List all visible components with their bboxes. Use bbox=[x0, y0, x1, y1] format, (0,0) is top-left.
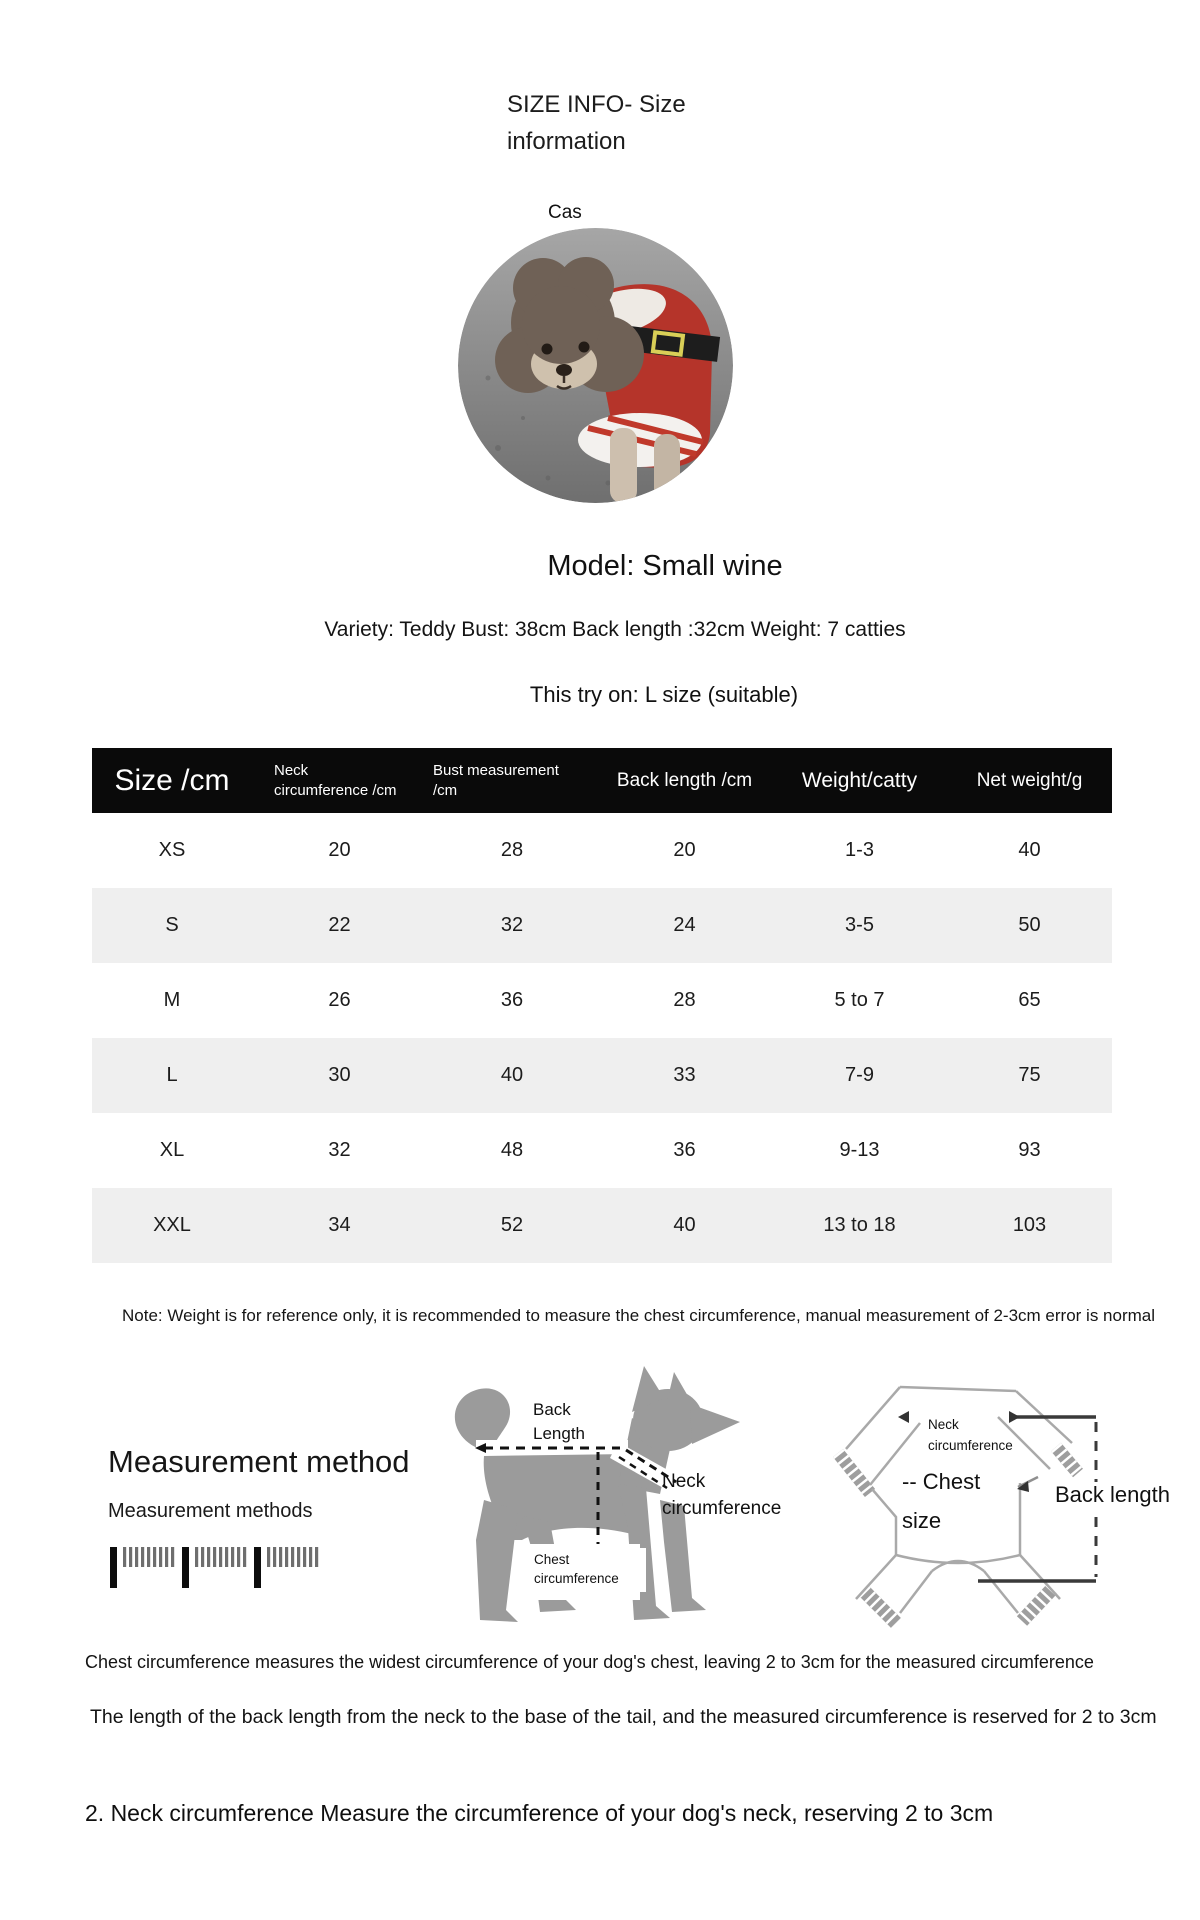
cell-xl-net: 93 bbox=[1018, 1139, 1041, 1161]
header-cell-net-weight: Net weight/g bbox=[976, 769, 1083, 791]
cell-m-size: M bbox=[163, 989, 181, 1011]
cell-m-weight: 5 to 7 bbox=[834, 989, 885, 1011]
cell-xs-neck: 20 bbox=[328, 839, 351, 861]
model-heading: Model: Small wine bbox=[547, 550, 783, 582]
cell-m-neck: 26 bbox=[328, 989, 351, 1011]
footnote-neck: 2. Neck circumference Measure the circumference of your dog's neck, reserving 2 to 3cm bbox=[85, 1800, 994, 1826]
cell-s-bust: 32 bbox=[500, 914, 524, 936]
ruler-group-1 bbox=[110, 1547, 174, 1588]
try-on-line: This try on: L size (suitable) bbox=[529, 682, 799, 707]
garment-neck-label: Neck circumference bbox=[928, 1417, 1013, 1453]
cell-xs-net: 40 bbox=[1018, 839, 1041, 861]
cell-xl-neck: 32 bbox=[328, 1139, 351, 1161]
cell-xl-size: XL bbox=[159, 1139, 185, 1161]
table-row-xxl bbox=[92, 1188, 1112, 1263]
photo-caption: Cas bbox=[548, 202, 582, 223]
header-cell-weight: Weight/catty bbox=[801, 768, 918, 792]
cell-xxl-neck: 34 bbox=[328, 1214, 351, 1236]
cell-s-neck: 22 bbox=[328, 914, 351, 936]
cell-l-back: 33 bbox=[673, 1064, 696, 1086]
size-table-body bbox=[92, 813, 1112, 1263]
header-cell-neck bbox=[252, 748, 427, 813]
neck-circumference-label: Neck circumference bbox=[662, 1471, 782, 1519]
table-note: Note: Weight is for reference only, it is recommended to measure the chest circumference, manual measurement of 2-3cm error is normal bbox=[122, 1306, 1156, 1325]
measurement-method-heading: Measurement method bbox=[108, 1444, 410, 1479]
table-row-s bbox=[92, 888, 1112, 963]
cell-s-weight: 3-5 bbox=[845, 914, 874, 936]
garment-chest-label: -- Chest size bbox=[902, 1469, 981, 1533]
ruler-group-2 bbox=[182, 1547, 246, 1588]
size-table bbox=[92, 748, 1112, 1263]
cell-xl-back: 36 bbox=[673, 1139, 696, 1161]
header-cell-bust-label: Bust measurement /cm bbox=[433, 761, 559, 799]
table-row-xs bbox=[92, 813, 1112, 888]
cell-m-back: 28 bbox=[673, 989, 696, 1011]
garment-back-label: Back length bbox=[1052, 1482, 1173, 1508]
table-row-xl bbox=[92, 1113, 1112, 1188]
footnote-back: The length of the back length from the neck to the base of the tail, and the measured circumference is reserved for 2 to 3cm bbox=[90, 1706, 1157, 1728]
cell-m-bust: 36 bbox=[500, 989, 524, 1011]
cell-xxl-net: 103 bbox=[1012, 1214, 1047, 1236]
cell-m-net: 65 bbox=[1018, 989, 1041, 1011]
cell-xxl-size: XXL bbox=[153, 1214, 191, 1236]
ruler-group-3 bbox=[254, 1547, 318, 1588]
cell-xs-back: 20 bbox=[673, 839, 696, 861]
page-title: SIZE INFO- Size information bbox=[507, 91, 686, 155]
table-row-l bbox=[92, 1038, 1112, 1113]
cell-l-weight: 7-9 bbox=[845, 1064, 874, 1086]
size-table-header-row bbox=[92, 748, 1112, 813]
cell-s-size: S bbox=[165, 914, 179, 936]
cell-l-bust: 40 bbox=[500, 1064, 524, 1086]
cell-xxl-back: 40 bbox=[673, 1214, 696, 1236]
cell-s-back: 24 bbox=[673, 914, 696, 936]
cell-xs-bust: 28 bbox=[500, 839, 524, 861]
model-stats-line: Variety: Teddy Bust: 38cm Back length :32cm Weight: 7 catties bbox=[324, 618, 906, 641]
dog-photo bbox=[458, 228, 733, 503]
table-row-m bbox=[92, 963, 1112, 1038]
header-cell-back: Back length /cm bbox=[616, 769, 753, 791]
footnote-chest: Chest circumference measures the widest circumference of your dog's chest, leaving 2 to 3cm for the measured circumference bbox=[85, 1652, 1094, 1672]
cell-l-neck: 30 bbox=[328, 1064, 351, 1086]
dog-photo-illustration bbox=[458, 228, 733, 503]
cell-l-net: 75 bbox=[1018, 1064, 1041, 1086]
cell-l-size: L bbox=[166, 1064, 178, 1086]
cell-s-net: 50 bbox=[1018, 914, 1041, 936]
header-cell-neck-label: Neck circumference /cm bbox=[274, 761, 397, 799]
cell-xs-size: XS bbox=[158, 839, 186, 861]
measurement-method-subheading: Measurement methods bbox=[108, 1500, 313, 1522]
back-length-label: Back Length bbox=[533, 1400, 585, 1443]
cell-xxl-weight: 13 to 18 bbox=[823, 1214, 896, 1236]
chest-circumference-label: Chest circumference bbox=[532, 1548, 646, 1592]
ruler-icon bbox=[110, 1545, 322, 1591]
cell-xl-weight: 9-13 bbox=[839, 1139, 880, 1161]
cell-xxl-bust: 52 bbox=[500, 1214, 524, 1236]
header-cell-size: Size /cm bbox=[114, 763, 230, 797]
header-cell-bust bbox=[427, 748, 597, 813]
cell-xl-bust: 48 bbox=[500, 1139, 524, 1161]
cell-xs-weight: 1-3 bbox=[845, 839, 874, 861]
